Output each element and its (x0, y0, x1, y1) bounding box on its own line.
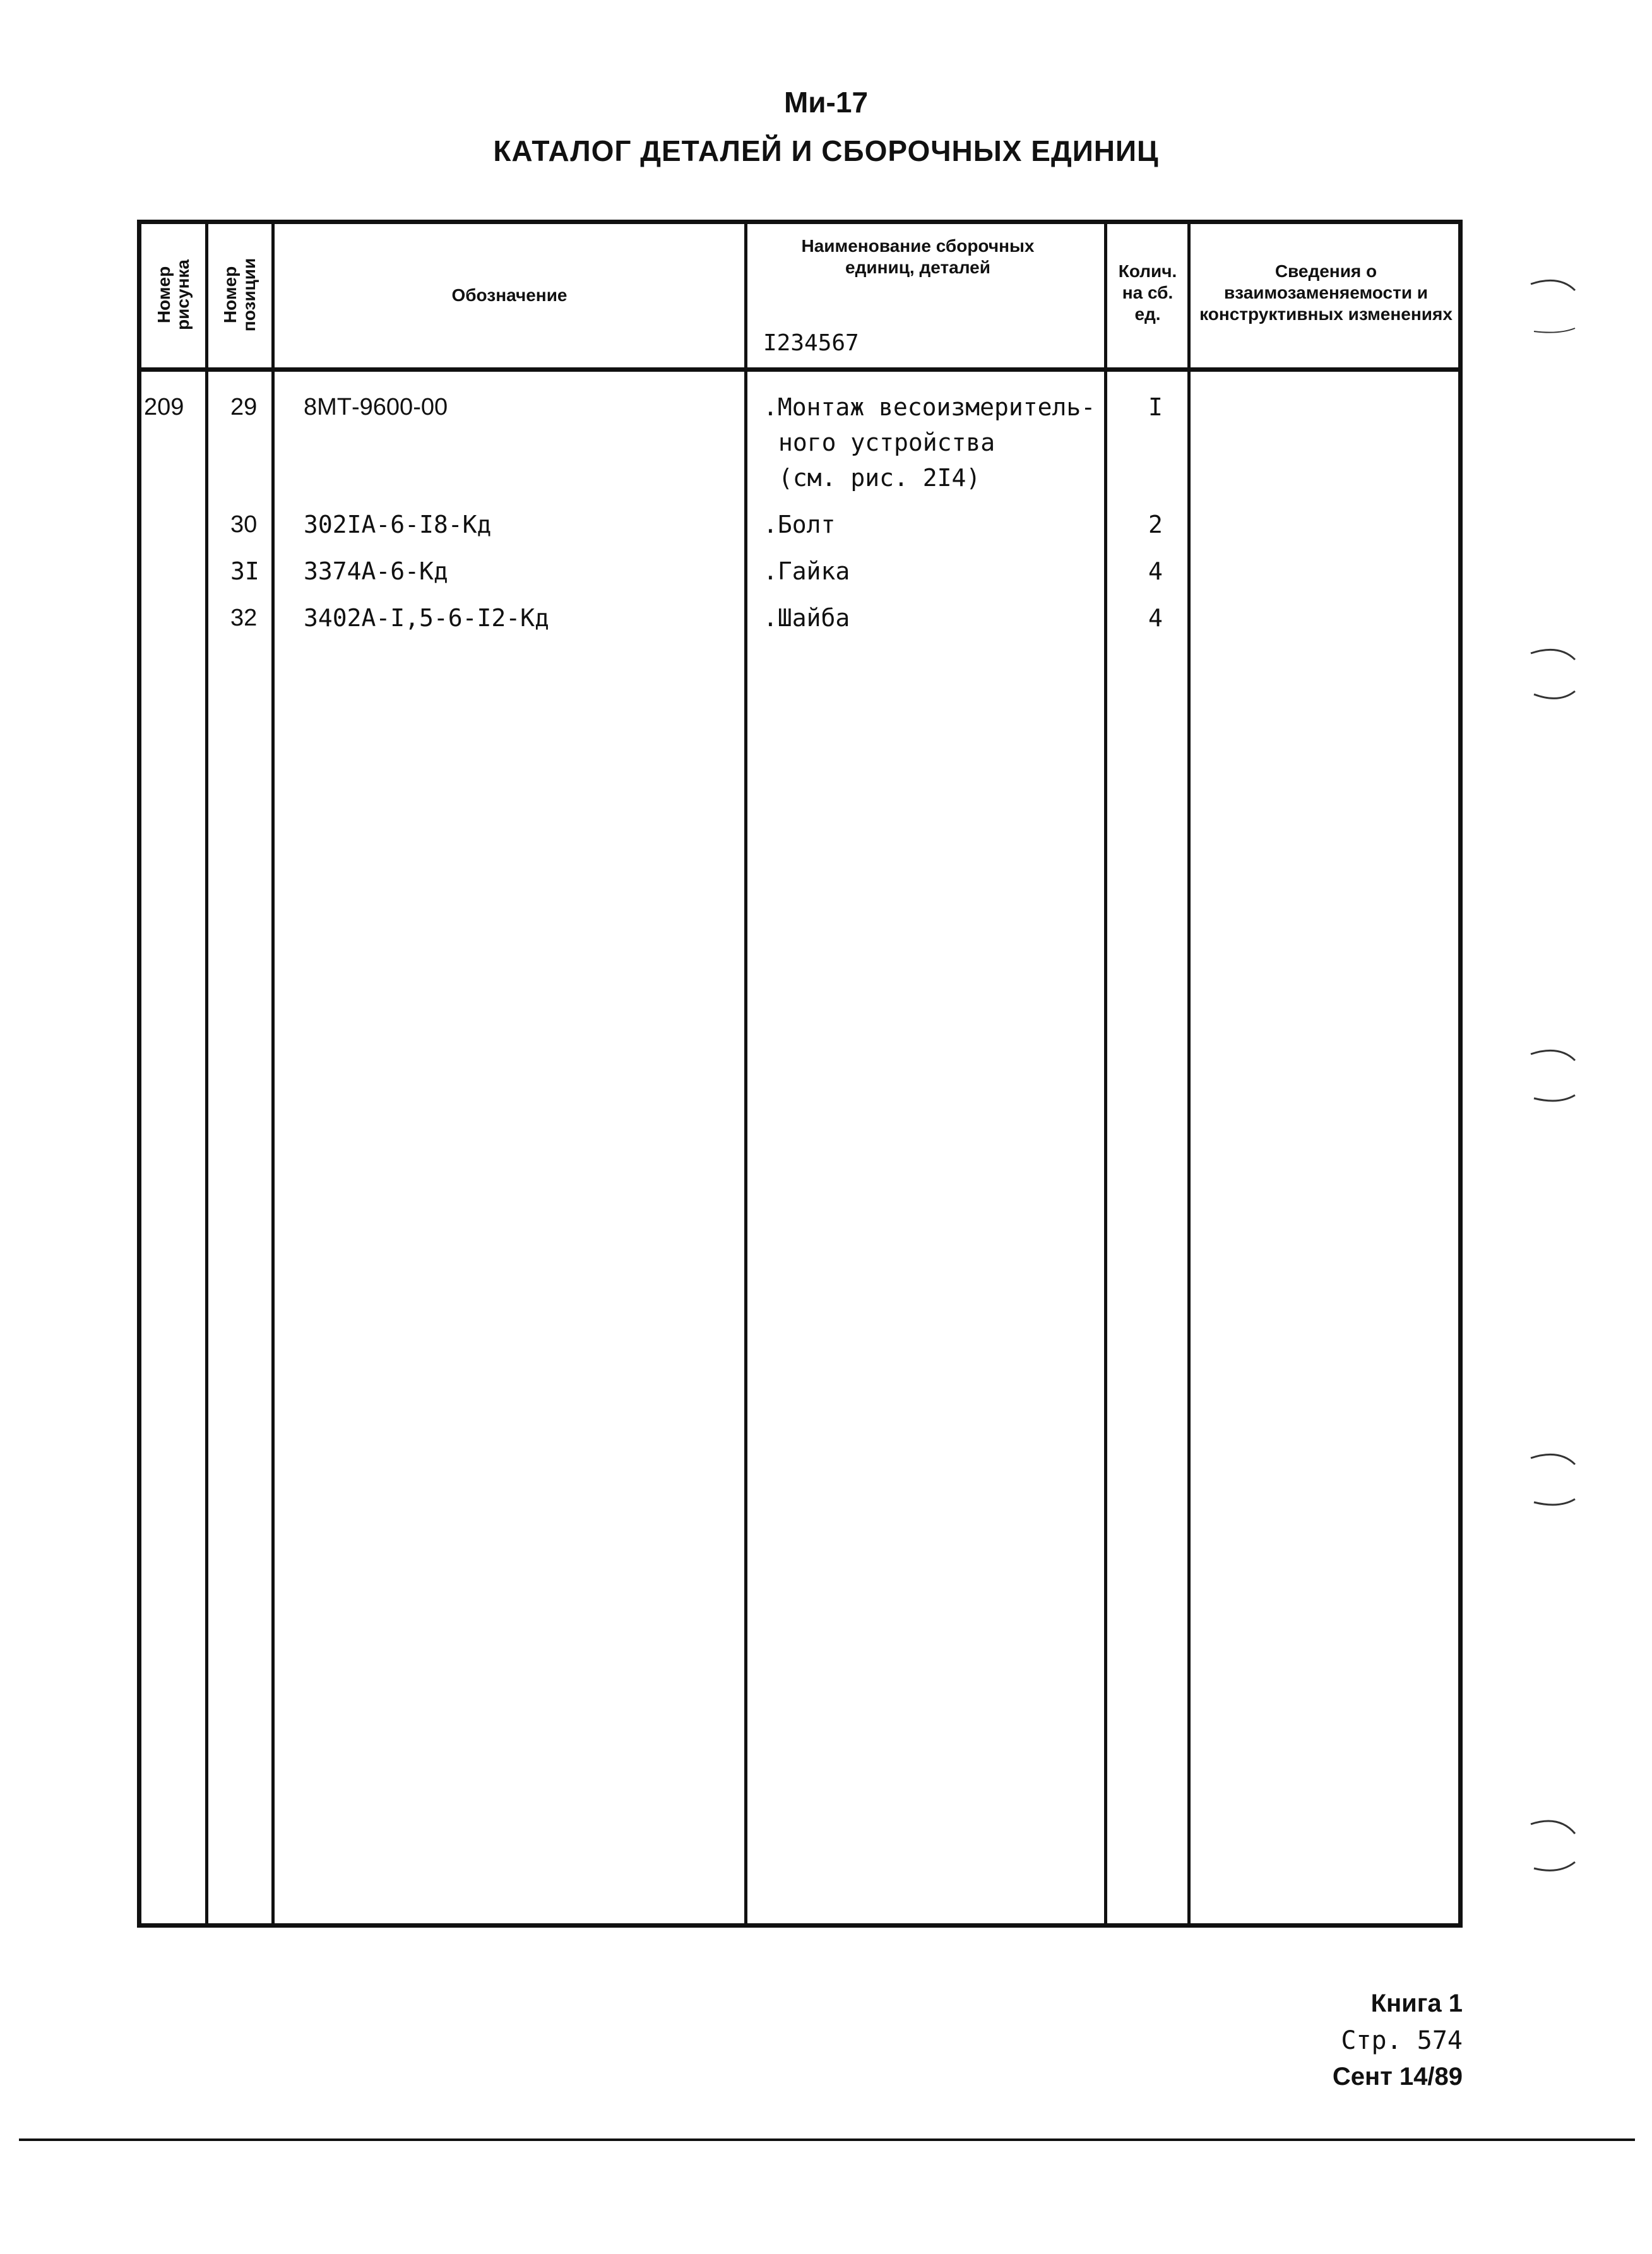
column-divider (744, 224, 747, 1923)
row-3-designation: 3374A-6-Кд (304, 557, 448, 585)
footer-date: Сент 14/89 (1332, 2063, 1463, 2091)
row-2-qty: 2 (1148, 511, 1163, 538)
punch-hole-mark (1528, 1035, 1584, 1105)
page-title: Ми-17 (783, 86, 869, 119)
row-1-qty: I (1148, 393, 1163, 421)
row-2-name: .Болт (763, 511, 836, 538)
row-1-name-line-1: .Монтаж весоизмеритель- (763, 393, 1096, 421)
page-subtitle: КАТАЛОГ ДЕТАЛЕЙ И СБОРОЧНЫХ ЕДИНИЦ (493, 134, 1159, 167)
row-3-name: .Гайка (763, 557, 850, 585)
row-4-qty: 4 (1148, 604, 1163, 632)
column-divider (1104, 224, 1107, 1923)
row-3-qty: 4 (1148, 557, 1163, 585)
col-header-qty: Колич. на сб. ед. (1118, 261, 1177, 324)
column-divider (205, 224, 208, 1923)
column-divider (271, 224, 275, 1923)
col-header-name: Наименование сборочных единиц, деталей (801, 236, 1035, 277)
parts-catalog-table (137, 220, 1463, 1928)
row-4-position: 32 (230, 605, 258, 631)
punch-hole-mark (1528, 265, 1584, 335)
col-header-position: Номер позиции (220, 258, 259, 332)
punch-hole-mark (1528, 1805, 1584, 1875)
col-header-figure: Номер рисунка (154, 259, 193, 330)
row-1-name-line-3: (см. рис. 2I4) (778, 464, 981, 492)
bottom-rule (19, 2138, 1635, 2141)
row-1-position: 29 (230, 394, 258, 420)
header-divider (141, 367, 1458, 372)
col-header-designation: Обозначение (451, 285, 568, 305)
col-header-name-digits: I234567 (763, 330, 859, 356)
column-divider (1187, 224, 1191, 1923)
row-4-name: .Шайба (763, 604, 850, 632)
footer-book: Книга 1 (1370, 1990, 1463, 2017)
row-3-position: 3I (230, 557, 259, 585)
row-1-name-line-2: ного устройства (778, 429, 995, 456)
row-1-designation: 8МТ-9600-00 (304, 394, 448, 420)
row-1-figure: 209 (144, 394, 184, 420)
col-header-info: Сведения о взаимозаменяемости и конструктивных изменениях (1199, 261, 1453, 324)
row-4-designation: 3402A-I,5-6-I2-Кд (304, 604, 549, 632)
punch-hole-mark (1528, 1439, 1584, 1509)
row-2-designation: 302IA-6-I8-Кд (304, 511, 492, 538)
punch-hole-mark (1528, 634, 1584, 704)
row-2-position: 30 (230, 511, 258, 538)
footer-page: Стр. 574 (1341, 2026, 1463, 2055)
